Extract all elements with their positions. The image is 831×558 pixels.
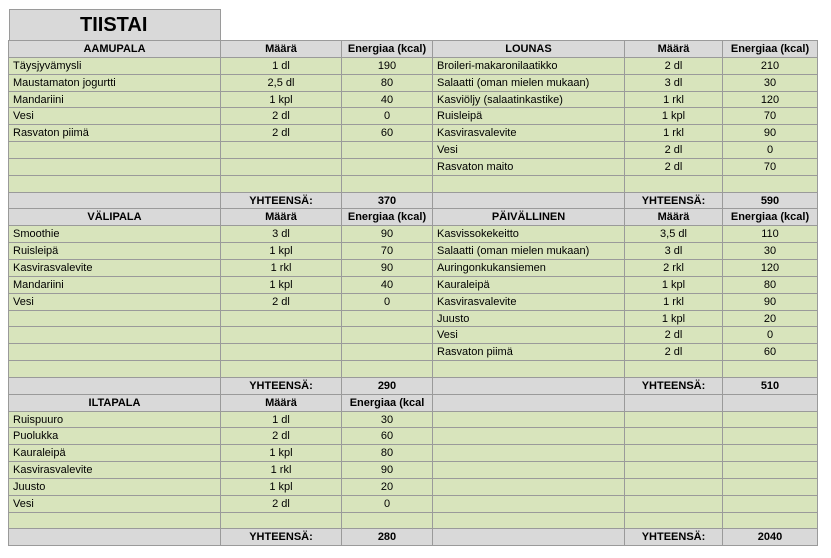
empty-header-cell[interactable] <box>722 394 818 412</box>
energy-cell[interactable]: 210 <box>722 57 818 75</box>
energy-cell[interactable] <box>341 360 433 378</box>
total-label[interactable]: YHTEENSÄ: <box>624 528 723 546</box>
energy-header[interactable]: Energiaa (kcal) <box>722 208 818 226</box>
table-row <box>9 75 818 92</box>
energy-cell[interactable]: 60 <box>722 343 818 361</box>
quantity-cell[interactable] <box>624 411 723 429</box>
food-cell[interactable] <box>8 512 221 530</box>
energy-cell[interactable] <box>722 360 818 378</box>
energy-cell[interactable] <box>722 461 818 479</box>
energy-cell[interactable]: 0 <box>722 326 818 344</box>
energy-cell[interactable]: 90 <box>722 293 818 311</box>
energy-cell[interactable]: 120 <box>722 91 818 109</box>
total-value[interactable]: 510 <box>722 377 818 395</box>
energy-cell[interactable]: 0 <box>341 495 433 513</box>
table-row <box>9 176 818 193</box>
energy-cell[interactable]: 190 <box>341 57 433 75</box>
quantity-cell[interactable]: 2 dl <box>220 495 342 513</box>
food-cell[interactable]: Kasvirasvalevite <box>432 124 625 142</box>
quantity-cell[interactable] <box>624 478 723 496</box>
food-cell[interactable]: Mandariini <box>8 91 221 109</box>
quantity-cell[interactable]: 1 rkl <box>624 124 723 142</box>
quantity-cell[interactable]: 1 kpl <box>624 310 723 328</box>
quantity-cell[interactable]: 2 dl <box>624 343 723 361</box>
energy-cell[interactable]: 40 <box>341 91 433 109</box>
quantity-header[interactable]: Määrä <box>220 208 342 226</box>
food-cell[interactable]: Ruispuuro <box>8 411 221 429</box>
food-cell[interactable] <box>8 343 221 361</box>
table-row <box>9 479 818 496</box>
energy-cell[interactable]: 90 <box>341 259 433 277</box>
food-cell[interactable]: Rasvaton maito <box>432 158 625 176</box>
energy-cell[interactable]: 60 <box>341 427 433 445</box>
energy-cell[interactable]: 20 <box>722 310 818 328</box>
food-cell[interactable] <box>432 360 625 378</box>
quantity-cell[interactable] <box>624 175 723 193</box>
energy-cell[interactable]: 80 <box>341 444 433 462</box>
energy-cell[interactable]: 0 <box>722 141 818 159</box>
food-cell[interactable] <box>432 411 625 429</box>
quantity-cell[interactable] <box>220 310 342 328</box>
section-header-row <box>9 41 818 58</box>
energy-cell[interactable]: 90 <box>341 225 433 243</box>
meal-name-header[interactable]: ILTAPALA <box>8 394 221 412</box>
quantity-cell[interactable]: 1 kpl <box>624 276 723 294</box>
table-row <box>9 344 818 361</box>
empty-header-cell[interactable] <box>624 394 723 412</box>
energy-cell[interactable] <box>722 427 818 445</box>
quantity-cell[interactable]: 1 dl <box>220 411 342 429</box>
energy-cell[interactable]: 70 <box>722 158 818 176</box>
food-cell[interactable]: Vesi <box>432 326 625 344</box>
food-cell[interactable]: Vesi <box>8 107 221 125</box>
quantity-cell[interactable]: 1 kpl <box>624 107 723 125</box>
quantity-cell[interactable]: 2 dl <box>624 57 723 75</box>
energy-cell[interactable]: 0 <box>341 107 433 125</box>
energy-cell[interactable] <box>722 512 818 530</box>
table-row <box>9 277 818 294</box>
quantity-cell[interactable]: 3 dl <box>624 242 723 260</box>
meal-name-header[interactable]: PÄIVÄLLINEN <box>432 208 625 226</box>
table-row <box>9 496 818 513</box>
energy-header[interactable]: Energiaa (kcal) <box>341 40 433 58</box>
energy-header[interactable]: Energiaa (kcal <box>341 394 433 412</box>
energy-header[interactable]: Energiaa (kcal) <box>341 208 433 226</box>
table-row <box>9 412 818 429</box>
quantity-header[interactable]: Määrä <box>220 394 342 412</box>
food-cell[interactable]: Vesi <box>8 495 221 513</box>
food-cell[interactable] <box>8 175 221 193</box>
food-cell[interactable] <box>432 478 625 496</box>
quantity-cell[interactable]: 1 kpl <box>220 478 342 496</box>
energy-cell[interactable]: 80 <box>341 74 433 92</box>
quantity-cell[interactable]: 1 kpl <box>220 91 342 109</box>
energy-cell[interactable]: 110 <box>722 225 818 243</box>
table-row <box>9 108 818 125</box>
quantity-cell[interactable]: 2 dl <box>220 107 342 125</box>
quantity-cell[interactable]: 3,5 dl <box>624 225 723 243</box>
food-cell[interactable] <box>8 360 221 378</box>
section-header-row <box>9 395 818 412</box>
energy-cell[interactable] <box>341 343 433 361</box>
total-value[interactable]: 2040 <box>722 528 818 546</box>
food-cell[interactable]: Mandariini <box>8 276 221 294</box>
quantity-cell[interactable] <box>624 360 723 378</box>
empty-total-cell[interactable] <box>8 528 221 546</box>
quantity-cell[interactable]: 2 dl <box>624 326 723 344</box>
food-cell[interactable] <box>432 427 625 445</box>
quantity-cell[interactable] <box>220 141 342 159</box>
quantity-cell[interactable] <box>624 461 723 479</box>
table-row <box>9 445 818 462</box>
food-cell[interactable]: Ruisleipä <box>432 107 625 125</box>
empty-total-cell[interactable] <box>432 192 625 210</box>
food-cell[interactable]: Juusto <box>432 310 625 328</box>
quantity-cell[interactable]: 2 dl <box>220 124 342 142</box>
section-header-row <box>9 209 818 226</box>
quantity-header[interactable]: Määrä <box>220 40 342 58</box>
table-row <box>9 58 818 75</box>
table-row <box>9 513 818 530</box>
total-label[interactable]: YHTEENSÄ: <box>220 377 342 395</box>
table-row <box>9 142 818 159</box>
energy-cell[interactable]: 20 <box>341 478 433 496</box>
food-cell[interactable] <box>432 512 625 530</box>
quantity-cell[interactable] <box>624 512 723 530</box>
quantity-cell[interactable]: 2 dl <box>220 427 342 445</box>
food-cell[interactable]: Smoothie <box>8 225 221 243</box>
energy-cell[interactable] <box>341 158 433 176</box>
energy-cell[interactable] <box>722 444 818 462</box>
energy-cell[interactable]: 90 <box>341 461 433 479</box>
quantity-cell[interactable]: 2 dl <box>220 293 342 311</box>
food-cell[interactable]: Rasvaton piimä <box>432 343 625 361</box>
quantity-cell[interactable]: 2 dl <box>624 158 723 176</box>
quantity-cell[interactable] <box>624 444 723 462</box>
quantity-cell[interactable]: 1 dl <box>220 57 342 75</box>
food-cell[interactable]: Kasvirasvalevite <box>8 259 221 277</box>
totals-row <box>9 193 818 210</box>
energy-cell[interactable]: 80 <box>722 276 818 294</box>
table-row <box>9 226 818 243</box>
total-label[interactable]: YHTEENSÄ: <box>220 192 342 210</box>
energy-cell[interactable]: 70 <box>722 107 818 125</box>
table-row <box>9 428 818 445</box>
food-cell[interactable]: Kauraleipä <box>432 276 625 294</box>
food-cell[interactable]: Salaatti (oman mielen mukaan) <box>432 242 625 260</box>
totals-row <box>9 529 818 546</box>
food-cell[interactable]: Puolukka <box>8 427 221 445</box>
food-cell[interactable] <box>432 444 625 462</box>
energy-cell[interactable] <box>341 326 433 344</box>
quantity-cell[interactable] <box>220 343 342 361</box>
energy-cell[interactable] <box>341 512 433 530</box>
energy-cell[interactable] <box>722 411 818 429</box>
energy-header[interactable]: Energiaa (kcal) <box>722 40 818 58</box>
energy-cell[interactable]: 30 <box>341 411 433 429</box>
quantity-cell[interactable]: 1 kpl <box>220 242 342 260</box>
food-cell[interactable]: Vesi <box>8 293 221 311</box>
table-row <box>9 125 818 142</box>
quantity-cell[interactable]: 2 rkl <box>624 259 723 277</box>
quantity-cell[interactable] <box>220 326 342 344</box>
empty-total-cell[interactable] <box>432 528 625 546</box>
food-cell[interactable]: Juusto <box>8 478 221 496</box>
food-cell[interactable] <box>8 310 221 328</box>
food-cell[interactable]: Kasvirasvalevite <box>432 293 625 311</box>
quantity-cell[interactable]: 1 rkl <box>220 461 342 479</box>
quantity-cell[interactable] <box>220 175 342 193</box>
food-cell[interactable]: Auringonkukansiemen <box>432 259 625 277</box>
quantity-cell[interactable]: 1 kpl <box>220 276 342 294</box>
food-cell[interactable] <box>8 158 221 176</box>
quantity-cell[interactable]: 3 dl <box>220 225 342 243</box>
total-value[interactable]: 590 <box>722 192 818 210</box>
food-cell[interactable]: Kasvirasvalevite <box>8 461 221 479</box>
total-label[interactable]: YHTEENSÄ: <box>220 528 342 546</box>
food-cell[interactable]: Rasvaton piimä <box>8 124 221 142</box>
food-cell[interactable]: Kasvissokekeitto <box>432 225 625 243</box>
table-row <box>9 361 818 378</box>
meal-name-header[interactable]: LOUNAS <box>432 40 625 58</box>
energy-cell[interactable]: 90 <box>722 124 818 142</box>
energy-cell[interactable]: 70 <box>341 242 433 260</box>
energy-cell[interactable]: 40 <box>341 276 433 294</box>
total-label[interactable]: YHTEENSÄ: <box>624 377 723 395</box>
quantity-cell[interactable] <box>624 495 723 513</box>
quantity-cell[interactable]: 1 rkl <box>624 293 723 311</box>
food-cell[interactable]: Broileri-makaronilaatikko <box>432 57 625 75</box>
meal-grid <box>9 41 818 546</box>
energy-cell[interactable] <box>722 478 818 496</box>
energy-cell[interactable] <box>341 141 433 159</box>
table-row <box>9 92 818 109</box>
food-cell[interactable]: Vesi <box>432 141 625 159</box>
quantity-cell[interactable] <box>624 427 723 445</box>
quantity-cell[interactable]: 3 dl <box>624 74 723 92</box>
quantity-cell[interactable]: 2,5 dl <box>220 74 342 92</box>
table-row <box>9 243 818 260</box>
table-row <box>9 327 818 344</box>
day-title[interactable]: TIISTAI <box>9 9 221 41</box>
food-cell[interactable] <box>432 495 625 513</box>
table-row <box>9 159 818 176</box>
total-label[interactable]: YHTEENSÄ: <box>624 192 723 210</box>
food-cell[interactable] <box>8 141 221 159</box>
quantity-cell[interactable] <box>220 360 342 378</box>
food-cell[interactable] <box>432 461 625 479</box>
total-value[interactable]: 290 <box>341 377 433 395</box>
empty-header-cell[interactable] <box>432 394 625 412</box>
total-value[interactable]: 370 <box>341 192 433 210</box>
table-row <box>9 260 818 277</box>
energy-cell[interactable] <box>722 175 818 193</box>
table-row <box>9 462 818 479</box>
table-row <box>9 311 818 328</box>
energy-cell[interactable]: 120 <box>722 259 818 277</box>
empty-total-cell[interactable] <box>8 192 221 210</box>
quantity-cell[interactable] <box>220 158 342 176</box>
empty-total-cell[interactable] <box>8 377 221 395</box>
food-cell[interactable]: Salaatti (oman mielen mukaan) <box>432 74 625 92</box>
energy-cell[interactable]: 30 <box>722 242 818 260</box>
energy-cell[interactable] <box>341 175 433 193</box>
quantity-cell[interactable] <box>220 512 342 530</box>
meal-name-header[interactable]: VÄLIPALA <box>8 208 221 226</box>
quantity-header[interactable]: Määrä <box>624 40 723 58</box>
food-cell[interactable] <box>432 175 625 193</box>
food-cell[interactable] <box>8 326 221 344</box>
food-cell[interactable]: Ruisleipä <box>8 242 221 260</box>
quantity-header[interactable]: Määrä <box>624 208 723 226</box>
energy-cell[interactable]: 0 <box>341 293 433 311</box>
totals-row <box>9 378 818 395</box>
energy-cell[interactable] <box>341 310 433 328</box>
food-cell[interactable]: Maustamaton jogurtti <box>8 74 221 92</box>
meal-name-header[interactable]: AAMUPALA <box>8 40 221 58</box>
table-row <box>9 294 818 311</box>
energy-cell[interactable] <box>722 495 818 513</box>
energy-cell[interactable]: 60 <box>341 124 433 142</box>
quantity-cell[interactable]: 1 rkl <box>220 259 342 277</box>
food-cell[interactable]: Kauraleipä <box>8 444 221 462</box>
quantity-cell[interactable]: 2 dl <box>624 141 723 159</box>
food-cell[interactable]: Täysjyvämysli <box>8 57 221 75</box>
quantity-cell[interactable]: 1 rkl <box>624 91 723 109</box>
energy-cell[interactable]: 30 <box>722 74 818 92</box>
total-value[interactable]: 280 <box>341 528 433 546</box>
empty-total-cell[interactable] <box>432 377 625 395</box>
food-cell[interactable]: Kasviöljy (salaatinkastike) <box>432 91 625 109</box>
quantity-cell[interactable]: 1 kpl <box>220 444 342 462</box>
